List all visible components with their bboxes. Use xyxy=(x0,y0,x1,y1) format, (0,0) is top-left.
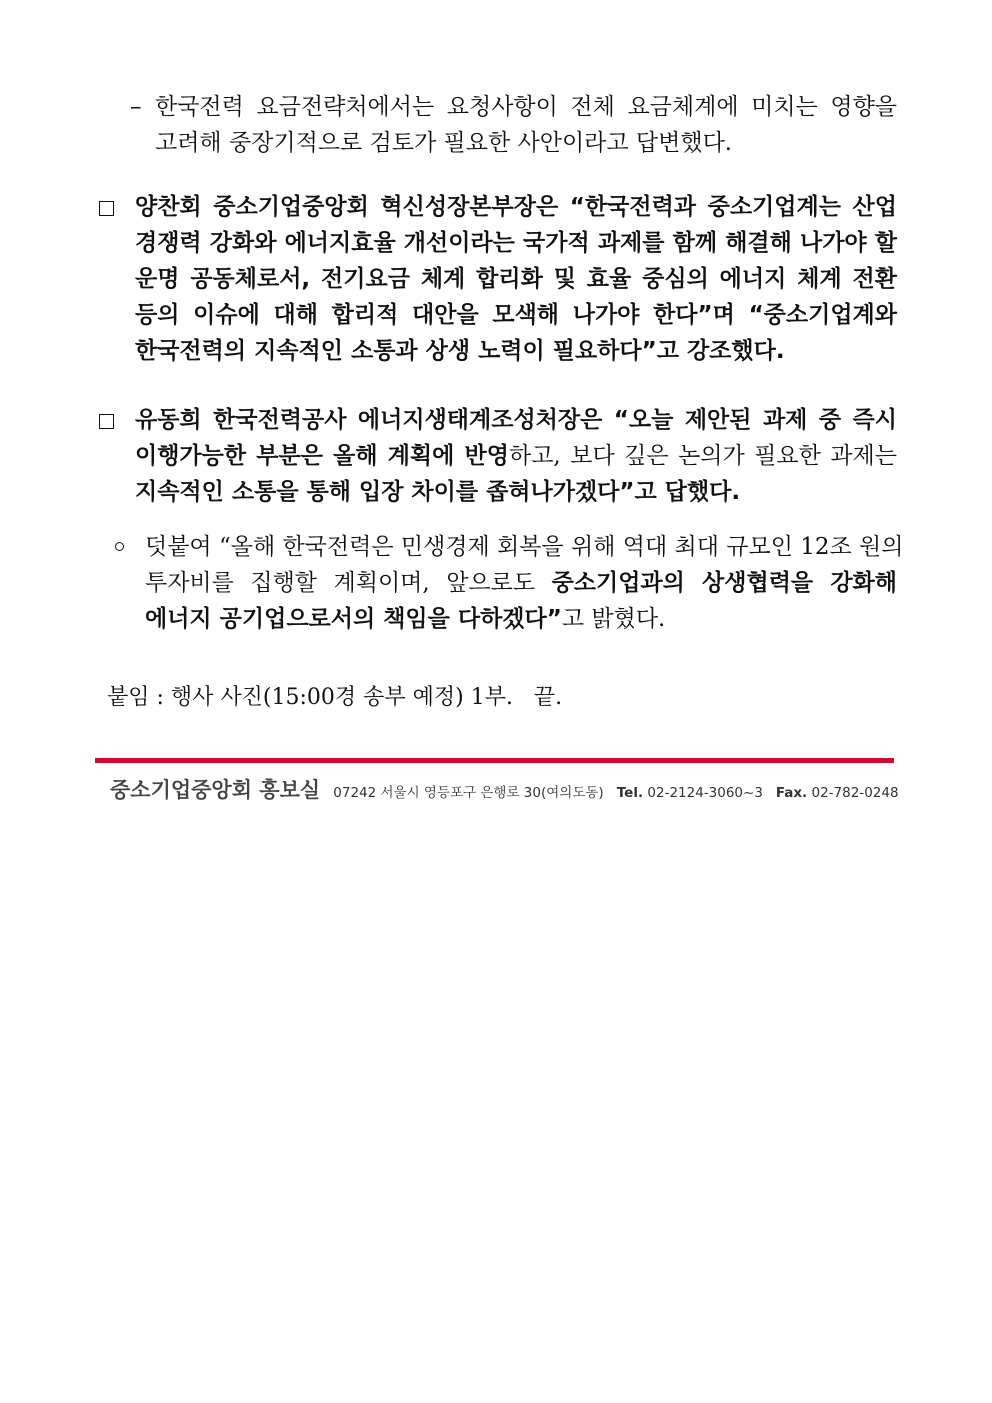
text-line: 한국전력의 지속적인 소통과 상생 노력이 필요하다”고 강조했다. xyxy=(135,338,785,364)
normal-segment: 투자비를 집행할 계획이며, 앞으로도 xyxy=(145,570,552,596)
text-line-mixed xyxy=(145,565,897,601)
normal-segment: 고 밝혔다. xyxy=(561,606,666,632)
fax-label: Fax. xyxy=(775,785,808,801)
bold-segment: 이행가능한 부분은 올해 계획에 반영 xyxy=(135,443,509,469)
footer-divider xyxy=(95,758,894,763)
circle-bullet-icon xyxy=(115,542,124,551)
normal-segment: 하고, 보다 깊은 논의가 필요한 과제는 xyxy=(509,443,897,469)
text-line-mixed xyxy=(145,601,897,637)
tel-label: Tel. xyxy=(616,785,644,801)
square-bullet-icon xyxy=(99,201,114,216)
footer xyxy=(110,774,899,804)
text-line-mixed xyxy=(135,438,897,474)
footer-address: 07242 서울시 영등포구 은행로 30(여의도동) xyxy=(333,785,604,801)
text-line: 지속적인 소통을 통해 입장 차이를 좁혀나가겠다”고 답했다. xyxy=(135,479,741,505)
attachment-note: 붙임 : 행사 사진(15:00경 송부 예정) 1부. 끝. xyxy=(107,685,563,710)
text-line: 유동희 한국전력공사 에너지생태계조성처장은 “오늘 제안된 과제 중 즉시 xyxy=(135,407,897,433)
square-bullet-icon xyxy=(99,414,114,429)
text-line: 경쟁력 강화와 에너지효율 개선이라는 국가적 과제를 함께 해결해 나가야 할 xyxy=(135,230,897,256)
footer-contact xyxy=(617,785,899,801)
text-line: 고려해 중장기적으로 검토가 필요한 사안이라고 답변했다. xyxy=(155,130,733,156)
paragraph-yang-statement xyxy=(97,189,897,369)
paragraph-dash-reply xyxy=(130,89,897,161)
text-line: 덧붙여 “올해 한국전력은 민생경제 회복을 위해 역대 최대 규모인 12조 원의 xyxy=(145,534,904,560)
footer-org-name: 중소기업중앙회 홍보실 xyxy=(110,778,321,802)
fax-number: 02-782-0248 xyxy=(811,785,899,801)
paragraph-additional-remark xyxy=(113,529,904,637)
text-line: 한국전력 요금전략처에서는 요청사항이 전체 요금체계에 미치는 영향을 xyxy=(155,94,897,120)
tel-number: 02-2124-3060~3 xyxy=(647,785,763,801)
text-line: 등의 이슈에 대해 합리적 대안을 모색해 나가야 한다”며 “중소기업계와 xyxy=(135,302,897,328)
text-line: 운명 공동체로서, 전기요금 체계 합리화 및 효율 중심의 에너지 체계 전환 xyxy=(135,266,897,292)
bold-segment: 에너지 공기업으로서의 책임을 다하겠다” xyxy=(145,606,562,632)
paragraph-yoo-statement xyxy=(97,402,897,510)
text-line: 양찬회 중소기업중앙회 혁신성장본부장은 “한국전력과 중소기업계는 산업 xyxy=(135,194,897,220)
dash-marker: – xyxy=(130,94,142,120)
bold-segment: 중소기업과의 상생협력을 강화해 xyxy=(551,570,897,596)
